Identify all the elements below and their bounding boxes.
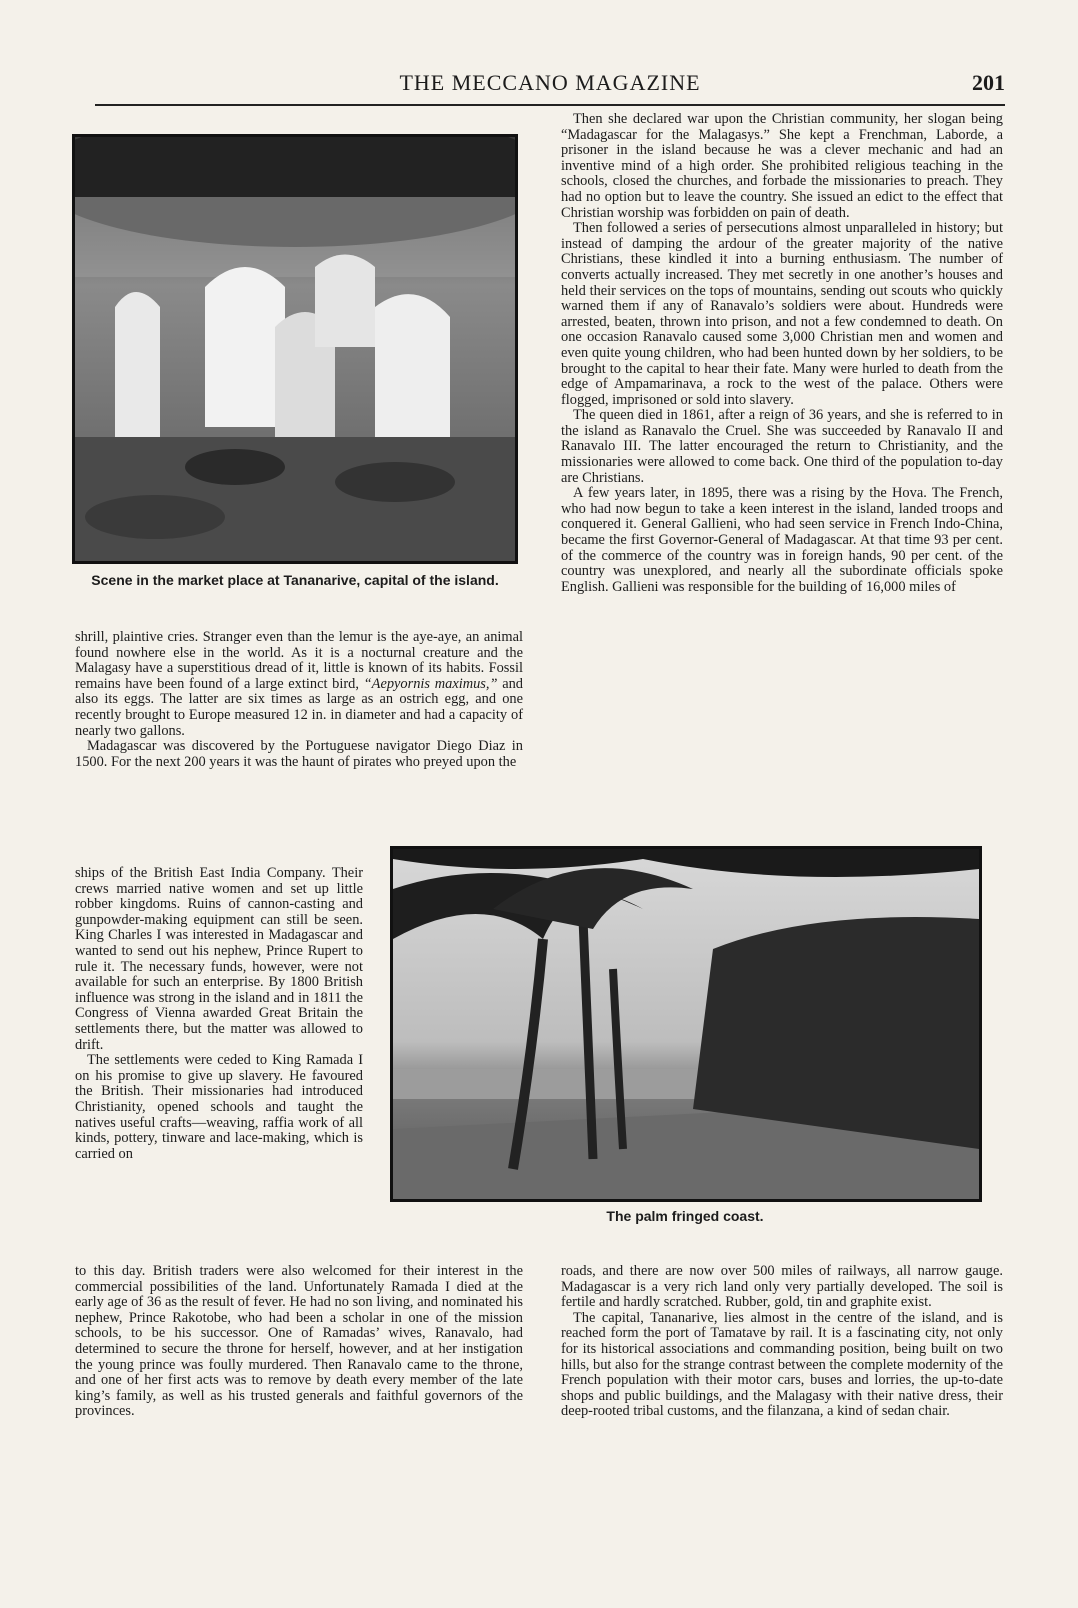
paragraph (75, 630, 523, 739)
paragraph: Then she declared war upon the Christian community, her slogan being “Madagascar for the Malagasys.” She kept a Frenchman, Laborde, a prisoner in the island because he was a clever mechanic and had an inventive mind of a high order. She prohibited religious teaching in the schools, closed the churches, and forbade the missionaries to preach. They had no option but to leave the country. She issued an edict to the effect that Christian worship was forbidden on pain of death. (561, 111, 1003, 221)
market-scene-image (75, 137, 515, 561)
paragraph: roads, and there are now over 500 miles of railways, all narrow gauge. Madagascar is a very rich land only very partially developed. The soil is fertile and hardly scratched. Rubber, gold, tin and graphite exist. (561, 1263, 1003, 1311)
coast-photo (390, 846, 982, 1202)
paragraph-text: and also its eggs. The latter are six times as large as an ostrich egg, and one recently brought to Europe measured 12 in. in diameter and had a capacity of nearly two gallons. (75, 675, 523, 739)
market-photo-caption: Scene in the market place at Tananarive, capital of the island. (91, 572, 499, 588)
right-column-top (561, 112, 1003, 595)
left-column-top (75, 630, 523, 770)
coast-photo-caption: The palm fringed coast. (606, 1208, 764, 1224)
paragraph: ships of the British East India Company. Their crews married native women and set up little robber kingdoms. Ruins of cannon-casting and gunpowder-making equipment can still be seen. King Charles I was interested in Madagascar and wanted to send out his nephew, Prince Rupert to rule it. The necessary funds, however, were not available for such an enterprise. By 1800 British influence was strong in the island and in 1811 the Congress of Vienna awarded Great Britain the settlements there, but the matter was allowed to drift. (75, 865, 363, 1053)
right-column-bottom (561, 1264, 1003, 1420)
species-name: “Aepyornis maximus,” (363, 675, 498, 692)
paragraph: to this day. British traders were also welcomed for their interest in the commercial possibilities of the land. Unfortunately Ramada I died at the early age of 36 as the result of fever. He had no son living, and nominated his nephew, Prince Rakotobe, who had been a scholar in one of the mission schools, to be his successor. One of Ramadas’ wives, Ranavalo, had determined to secure the throne for herself, however, and at her instigation the young prince was foully murdered. Then Ranavalo came to the throne, and one of her first acts was to remove by death every member of the late king’s family, as well as his trusted generals and faithful governors of the provinces. (75, 1263, 523, 1420)
paragraph: The settlements were ceded to King Ramada I on his promise to give up slavery. He favoured the British. Their missionaries had introduced Christianity, opened schools and taught the natives useful crafts—weaving, raffia work of all kinds, pottery, tinware and lace-making, which is carried on (75, 1052, 363, 1162)
left-column-narrow (75, 866, 363, 1162)
palm-coast-image (393, 849, 979, 1199)
paragraph: The queen died in 1861, after a reign of 36 years, and she is referred to in the island as Ranavalo the Cruel. She was succeeded by Ranavalo II and Ranavalo III. The latter encouraged the return to Christianity, and the missionaries were allowed to come back. One third of the population to-day are Christians. (561, 407, 1003, 486)
paragraph: Then followed a series of persecutions almost unparalleled in history; but instead of damping the ardour of the greater majority of the native Christians, these kindled it into a burning enthusiasm. The number of converts actually increased. They met secretly in one another’s houses and held their services on the tops of mountains, sending out scouts who quickly warned them if any of Ranavalo’s soldiers were about. Hundreds were arrested, beaten, thrown into prison, and not a few condemned to death. On one occasion Ranavalo caused some 3,000 Christian men and women and even quite young children, who had been hunted down by her soldiers, to be brought to the capital to hear their fate. Many were hurled to death from the edge of Ampamarinava, a rock to the west of the palace. Others were flogged, imprisoned or sold into slavery. (561, 220, 1003, 408)
magazine-title: THE MECCANO MAGAZINE (399, 70, 701, 95)
paragraph: The capital, Tananarive, lies almost in the centre of the island, and is reached form the port of Tamatave by rail. It is a fascinating city, not only for its historical associations and commanding position, being built on two hills, but also for the strange contrast between the complete modernity of the French population with their motor cars, buses and lorries, the up-to-date shops and public buildings, and the Malagasy with their native dress, their deep-rooted tribal customs, and the filanzana, a kind of sedan chair. (561, 1309, 1003, 1420)
paragraph: Madagascar was discovered by the Portuguese navigator Diego Diaz in 1500. For the next 200 years it was the haunt of pirates who preyed upon the (75, 738, 523, 770)
page-header (95, 70, 1005, 106)
paragraph-text: shrill, plaintive cries. Stranger even than the lemur is the aye-aye, an animal found nowhere else in the world. As it is a nocturnal creature and the Malagasy have a superstitious dread of it, little is known of its habits. Fossil remains have been found of a large extinct bird, (75, 629, 523, 692)
market-photo (72, 134, 518, 564)
page-number: 201 (972, 70, 1005, 95)
paragraph: A few years later, in 1895, there was a rising by the Hova. The French, who had now begun to take a keen interest in the island, landed troops and conquered it. General Gallieni, who had seen service in French Indo-China, became the first Governor-General of Madagascar. At that time 93 per cent. of the commerce of the country was in foreign hands, 90 per cent. of the country was unexplored, and nearly all the subordinate officials spoke English. Gallieni was responsible for the building of 16,000 miles of (561, 485, 1003, 595)
left-column-bottom (75, 1264, 523, 1420)
